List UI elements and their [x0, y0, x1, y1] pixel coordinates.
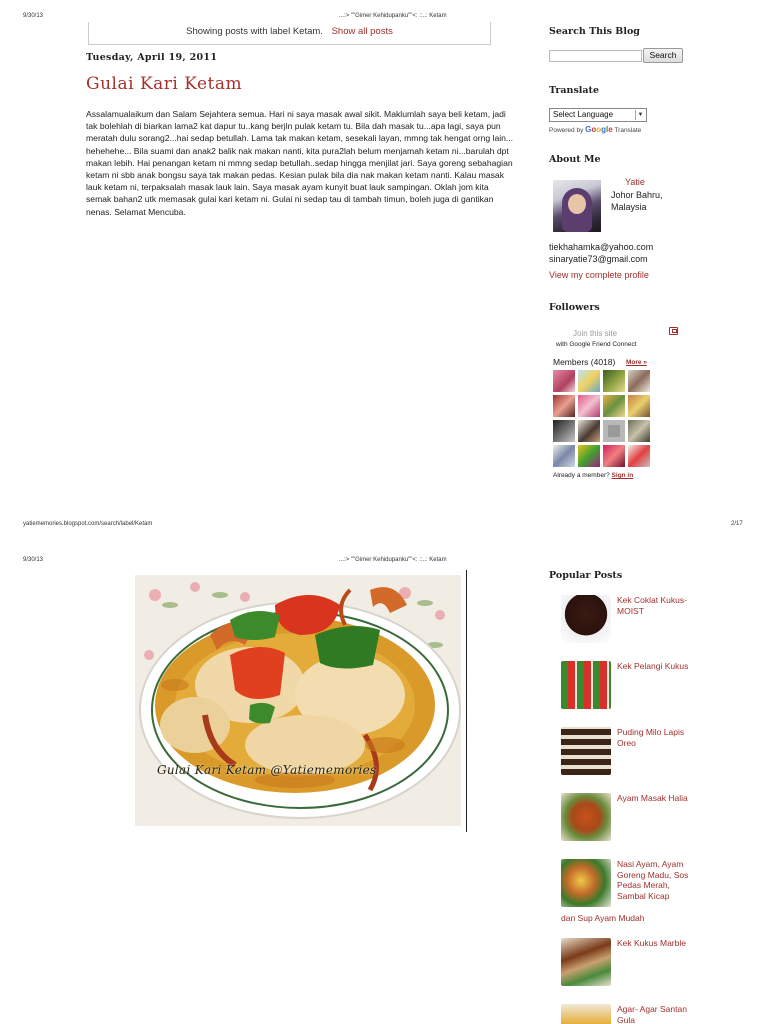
popular-post-thumbnail[interactable] — [561, 661, 611, 709]
search-button[interactable]: Search — [643, 48, 683, 63]
follower-avatar[interactable] — [603, 420, 625, 442]
post-title[interactable]: Gulai Kari Ketam — [86, 74, 243, 94]
follower-avatar[interactable] — [553, 395, 575, 417]
language-select-value: Select Language — [553, 110, 614, 119]
avatar[interactable] — [553, 180, 601, 232]
powered-by-google-translate[interactable] — [549, 125, 641, 134]
popular-post-title[interactable]: Kek Pelangi Kukus — [617, 661, 689, 671]
popular-post-title[interactable]: Agar- Agar Santan Gula — [617, 1004, 687, 1024]
print-page-title-2: ...:> ""Gimer Kehidupanku""<: ::..: Ketam — [339, 557, 447, 563]
post-body — [86, 108, 516, 218]
join-site-link[interactable]: Join this site — [573, 329, 618, 338]
popular-post-title[interactable]: Puding Milo Lapis Oreo — [617, 727, 685, 748]
follower-avatar[interactable] — [578, 420, 600, 442]
follower-avatar[interactable] — [578, 370, 600, 392]
powered-by-label: Powered by — [549, 127, 584, 134]
follower-avatar[interactable] — [628, 395, 650, 417]
follower-avatar[interactable] — [553, 445, 575, 467]
already-member — [553, 472, 633, 479]
photo-watermark: Gulai Kari Ketam @Yatiememories — [157, 763, 377, 777]
about-heading: About Me — [549, 154, 601, 165]
popular-post-thumbnail[interactable] — [561, 793, 611, 841]
sign-in-link[interactable]: Sign in — [611, 472, 634, 479]
popular-post-thumbnail[interactable] — [561, 1004, 611, 1024]
followers-heading: Followers — [549, 302, 600, 313]
follower-avatar[interactable] — [628, 445, 650, 467]
popout-icon[interactable] — [669, 327, 678, 335]
about-email-2: sinaryatie73@gmail.com — [549, 254, 648, 264]
popular-post-thumbnail[interactable] — [561, 595, 611, 643]
gfc-label: with Google Friend Connect — [556, 341, 637, 348]
popular-post-title[interactable]: Kek Kukus Marble — [617, 938, 686, 948]
search-input[interactable] — [549, 50, 642, 62]
post-body-text: Assalamualaikum dan Salam Sejahtera semua. Hari ni saya masak awal sikit. Maklumlah saya beli ketam, jadi tak bolehlah di biarkan lama2 kat dapur tu..kang berjln pulak ketam tu. Bila dah masak tu...apa lagi, saya pun meratah dulu sorang2...hai sedap betullah. Lama tak makan ketam, sesekali layan, mmng tak hengat orng lain... hehehehe... Bila suami dan anak2 balik nak makan nanti, kita pura2lah belum menjamah ketam ni...barulah dpt makan lebih. Hai penangan ketam ni mmng sedap betullah..sedap hingga menjilat jari. Saya goreng sebahagian ketam ni sbb anak bongsu saya tak makan pedas. Kesian pulak bila dia nak makan ketam nanti. Kalau masak lauk ketam ni, terpaksalah masak lauk lain. Saya masak ayam kunyit buat lauk sampingan. Oklah jom kita semak bahan2 utk memasak gulai kari ketam ni. Gulai ni sedap tau di tambah timun, boleh juga di gantikan nenas. Selamat Mencuba. — [86, 109, 514, 217]
follower-avatar[interactable] — [578, 445, 600, 467]
print-page-title: ...:> ""Gimer Kehidupanku""<: ::..: Ketam — [339, 13, 447, 19]
label-filter-bar — [88, 22, 491, 45]
about-emails — [549, 241, 653, 265]
popular-post-thumbnail[interactable] — [561, 859, 611, 907]
follower-avatar[interactable] — [603, 370, 625, 392]
post-date: Tuesday, April 19, 2011 — [86, 52, 218, 63]
photo-divider — [466, 570, 467, 832]
google-logo: Google — [585, 125, 613, 134]
print-url: yatiememories.blogspot.com/search/label/Ketam — [23, 521, 153, 527]
label-filter-text: Showing posts with label Ketam. — [186, 26, 323, 37]
popular-posts-heading: Popular Posts — [549, 570, 623, 581]
follower-avatar[interactable] — [628, 420, 650, 442]
show-all-posts-link[interactable]: Show all posts — [331, 26, 393, 37]
follower-grid — [553, 370, 651, 467]
follower-avatar[interactable] — [553, 370, 575, 392]
about-email-1: tiekhahamka@yahoo.com — [549, 242, 654, 252]
print-date: 9/30/13 — [23, 13, 44, 19]
follower-avatar[interactable] — [553, 420, 575, 442]
already-member-text: Already a member? — [553, 472, 610, 479]
follower-avatar[interactable] — [628, 370, 650, 392]
follower-avatar[interactable] — [578, 395, 600, 417]
popular-post-thumbnail[interactable] — [561, 938, 611, 986]
more-members-link[interactable]: More » — [626, 359, 647, 366]
language-select[interactable] — [549, 108, 647, 122]
popular-post-title[interactable]: Ayam Masak Halia — [617, 793, 688, 803]
follower-avatar[interactable] — [603, 395, 625, 417]
chevron-down-icon: ▼ — [635, 110, 645, 120]
popular-post-title[interactable]: Nasi Ayam, Ayam Goreng Madu, Sos Pedas Merah, Sambal Kicap — [617, 859, 689, 901]
curry-crab-illustration — [135, 575, 461, 826]
post-photo-curry-crab[interactable] — [135, 575, 461, 826]
about-name-link[interactable]: Yatie — [625, 177, 645, 187]
view-profile-link[interactable]: View my complete profile — [549, 270, 649, 280]
popular-post-title[interactable]: Kek Coklat Kukus- MOIST — [617, 595, 687, 616]
print-page-number: 2/17 — [731, 521, 743, 527]
follower-avatar[interactable] — [603, 445, 625, 467]
members-count: Members (4018) — [553, 357, 616, 367]
popular-post-thumbnail[interactable] — [561, 727, 611, 775]
about-location: Johor Bahru, Malaysia — [611, 190, 663, 212]
translate-heading: Translate — [549, 85, 599, 96]
print-date-2: 9/30/13 — [23, 557, 44, 563]
translate-word: Translate — [614, 127, 642, 134]
popular-post-title-continued[interactable]: dan Sup Ayam Mudah — [561, 913, 645, 923]
search-heading: Search This Blog — [549, 26, 640, 37]
